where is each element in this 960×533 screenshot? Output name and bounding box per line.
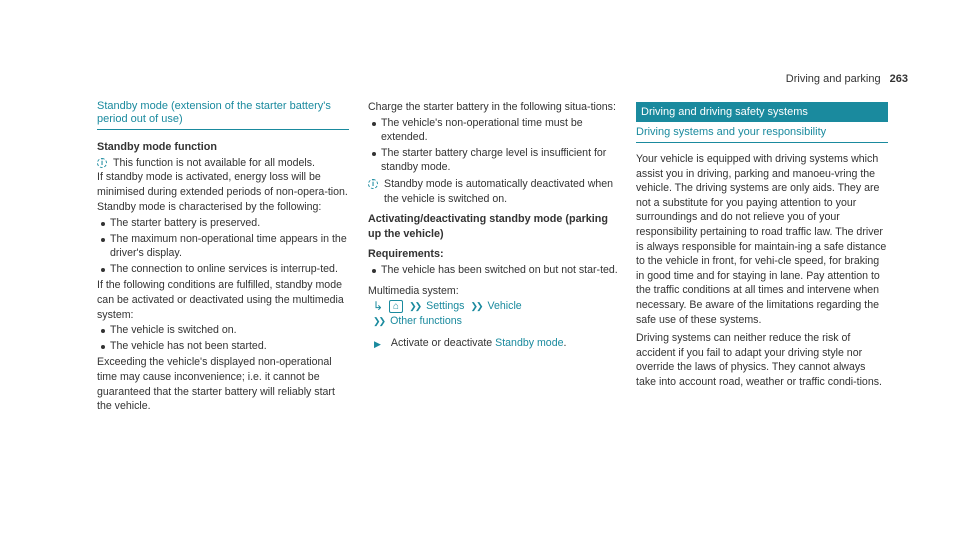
list-item: The starter battery is preserved. — [97, 216, 349, 231]
action-step: ▶ Activate or deactivate Standby mode. — [368, 336, 621, 352]
subsection-title: Activating/deactivating standby mode (parking up the vehicle) — [368, 213, 608, 240]
navigation-path — [368, 299, 621, 328]
action-arrow-icon: ▶ — [374, 339, 381, 350]
column-left — [97, 100, 349, 415]
paragraph: Standby mode is characterised by the following: — [97, 201, 322, 214]
paragraph: Driving systems can neither reduce the risk of accident if you fail to adapt your driving style nor override the laws of physics. They cannot always take into account road, weather or traffic condi-tions. — [636, 332, 882, 388]
header-section: Driving and parking — [785, 73, 881, 85]
paragraph: Exceeding the vehicle's displayed non-operational time may cause inconvenience; i.e. it cannot be guaranteed that the starter battery will reliably start the vehicle. — [97, 356, 335, 413]
list-item: The connection to online services is interrup-ted. — [97, 262, 349, 277]
list-item: The vehicle has been switched on but not star-ted. — [368, 263, 621, 278]
multimedia-label: Multimedia system: — [368, 284, 459, 297]
bullet-list — [368, 263, 621, 278]
page-header — [786, 72, 908, 87]
list-item: The starter battery charge level is insufficient for standby mode. — [368, 146, 621, 175]
double-chevron-icon: ❯❯ — [470, 301, 482, 312]
column-middle — [368, 100, 621, 352]
note-text: This function is not available for all models. — [113, 156, 315, 169]
nav-step-settings[interactable]: Settings — [426, 300, 465, 313]
paragraph: Charge the starter battery in the following situa-tions: — [368, 101, 616, 113]
standby-mode-link[interactable]: Standby mode — [495, 337, 564, 350]
return-arrow-icon: ↳ — [373, 299, 384, 314]
list-item: The vehicle has not been started. — [97, 339, 349, 354]
note — [97, 156, 349, 171]
paragraph: If standby mode is activated, energy loss will be minimised during extended periods of non-opera-tion. — [97, 171, 348, 198]
note-text: Standby mode is automatically deactivated when the vehicle is switched on. — [384, 177, 614, 205]
list-item: The vehicle is switched on. — [97, 323, 349, 338]
subsection-title: Standby mode function — [97, 141, 217, 153]
bullet-list — [97, 323, 349, 353]
requirements-label: Requirements: — [368, 248, 444, 261]
section-title: Driving systems and your responsibility — [636, 126, 888, 143]
page-number: 263 — [889, 73, 908, 85]
info-icon: i — [368, 179, 378, 189]
nav-step-vehicle[interactable]: Vehicle — [487, 300, 522, 313]
note — [368, 177, 621, 206]
info-icon: i — [97, 158, 107, 168]
action-text: Activate or deactivate — [390, 337, 496, 350]
paragraph: Your vehicle is equipped with driving systems which assist you in driving, parking and manoeu-vring the vehicle. The driving systems are only aids. They are not a substitute for you paying attention to your surroundings and do not relieve you of your responsibility pertaining to road traffic law. The driver is always responsible for maintain-ing a safe distance to the vehicle in front, for vehi-cle speed, for braking in good time and for staying in lane. Pay attention to the traffic conditions at all times and intervene when necessary. Be aware of the limitations regarding the safe use of these systems. — [636, 153, 887, 326]
double-chevron-icon: ❯❯ — [409, 301, 421, 312]
bullet-list — [97, 216, 349, 276]
home-icon[interactable]: ⌂ — [389, 300, 403, 313]
list-item: The vehicle's non-operational time must be extended. — [368, 116, 621, 145]
column-right — [636, 100, 888, 391]
list-item: The maximum non-operational time appears in the driver's display. — [97, 232, 349, 261]
bullet-list — [368, 116, 621, 175]
nav-step-other-functions[interactable]: Other functions — [390, 314, 462, 327]
paragraph: If the following conditions are fulfilled, standby mode can be activated or deactivated using the multimedia system: — [97, 279, 344, 321]
section-title: Standby mode (extension of the starter battery's period out of use) — [97, 100, 349, 130]
chapter-banner: Driving and driving safety systems — [636, 102, 888, 122]
double-chevron-icon: ❯❯ — [373, 315, 385, 326]
